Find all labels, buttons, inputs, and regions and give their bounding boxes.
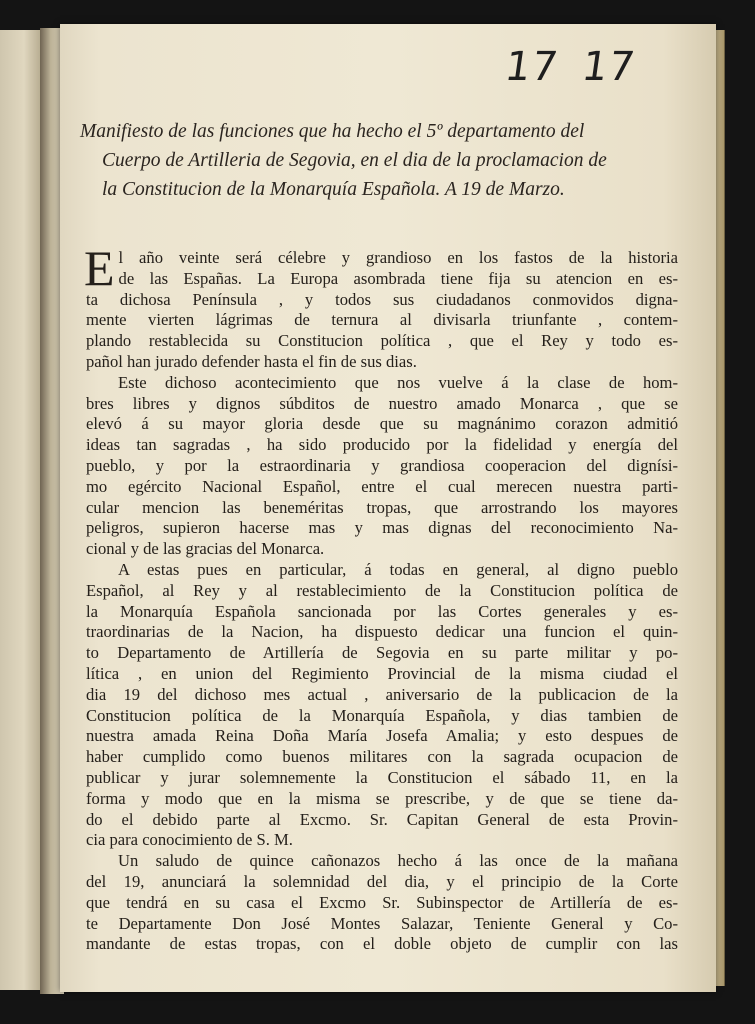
handwritten-folio-number: 17 xyxy=(502,44,562,90)
text-line: ideas tan sagradas , ha sido producido por la fidelidad y energía del xyxy=(86,435,678,455)
paragraph-1 xyxy=(84,240,678,373)
text-line: cional y de las gracias del Monarca. xyxy=(86,539,325,559)
text-line: Constitucion política de la Monarquía Española, y dias tambien de xyxy=(86,705,678,725)
text-line: la Monarquía Española sancionada por las Cortes generales y es- xyxy=(86,601,678,621)
text-line: que tendrá en su casa el Excmo Sr. Subinspector de Artillería de es- xyxy=(86,892,678,912)
text-line: de las Españas. La Europa asombrada tiene fija su atencion en es- xyxy=(118,268,678,288)
text-line: traordinarias de la Nacion, ha dispuesto dedicar una funcion el quin- xyxy=(86,622,678,642)
text-line: Español, al Rey y al restablecimiento de la Constitucion política de xyxy=(86,580,678,600)
facing-page-edge xyxy=(0,30,41,990)
paragraph-3 xyxy=(86,560,678,851)
text-line: plando restablecida su Constitucion política , que el Rey y todo es- xyxy=(86,331,678,351)
text-line: Este dichoso acontecimiento que nos vuelve á la clase de hom- xyxy=(118,372,678,392)
text-line: to Departamento de Artillería de Segovia en su parte militar y po- xyxy=(86,643,678,663)
text-line: haber cumplido como buenos militares con la sagrada ocupacion de xyxy=(86,747,678,767)
text-line: dia 19 del dichoso mes actual , aniversario de la publicacion de la xyxy=(86,684,678,704)
text-line: te Departamente Don José Montes Salazar, Teniente General y Co- xyxy=(86,913,678,933)
drop-cap: E xyxy=(84,240,115,296)
text-line: pañol han jurado defender hasta el fin de sus dias. xyxy=(86,351,417,371)
text-line: peligros, supieron hacerse mas y mas dignas del reconocimiento Na- xyxy=(86,518,678,538)
text-line: publicar y jurar solemnemente la Constitucion el sábado 11, en la xyxy=(86,767,678,787)
text-line: del 19, anunciará la solemnidad del dia, y el principio de la Corte xyxy=(86,871,678,891)
document-title xyxy=(80,117,666,204)
text-line: forma y modo que en la misma se prescribe, y de que se tiene da- xyxy=(86,788,678,808)
title-line: la Constitucion de la Monarquía Española. A 19 de Marzo. xyxy=(102,179,565,200)
text-line: lítica , en union del Regimiento Provincial de la misma ciudad el xyxy=(86,663,678,683)
text-line: l año veinte será célebre y grandioso en los fastos de la historia xyxy=(118,248,678,267)
paragraph-2 xyxy=(86,373,678,560)
text-line: mandante de estas tropas, con el doble objeto de cumplir con las xyxy=(86,934,678,954)
text-line: elevó á su mayor gloria desde que su magnánimo corazon admitió xyxy=(86,414,678,434)
title-line: Manifiesto de las funciones que ha hecho el 5º departamento del xyxy=(80,121,585,142)
title-line: Cuerpo de Artilleria de Segovia, en el dia de la proclamacion de xyxy=(102,150,607,171)
text-line: mente vierten lágrimas de ternura al divisarla triunfante , contem- xyxy=(86,310,678,330)
handwritten-folio-number-struck: 17 xyxy=(579,44,639,90)
text-line: A estas pues en particular, á todas en general, al digno pueblo xyxy=(118,559,678,579)
text-line: nuestra amada Reina Doña María Josefa Amalia; y esto despues de xyxy=(86,726,678,746)
text-line: bres libres y dignos súbditos de nuestro amado Monarca , que se xyxy=(86,393,678,413)
text-line: ta dichosa Península , y todos sus ciudadanos conmovidos digna- xyxy=(86,289,678,309)
text-line: do el debido parte al Excmo. Sr. Capitan General de esta Provin- xyxy=(86,809,678,829)
text-line: cular mencion las beneméritas tropas, que arrostrando los mayores xyxy=(86,497,678,517)
text-line: mo egército Nacional Español, entre el cual merecen nuestra parti- xyxy=(86,476,678,496)
text-line: pueblo, y por la estraordinaria y grandiosa cooperacion del dignísi- xyxy=(86,455,678,475)
text-line: cia para conocimiento de S. M. xyxy=(86,830,293,850)
paragraph-4 xyxy=(86,851,678,955)
document-body xyxy=(84,240,678,955)
text-line: Un saludo de quince cañonazos hecho á las once de la mañana xyxy=(118,851,678,871)
